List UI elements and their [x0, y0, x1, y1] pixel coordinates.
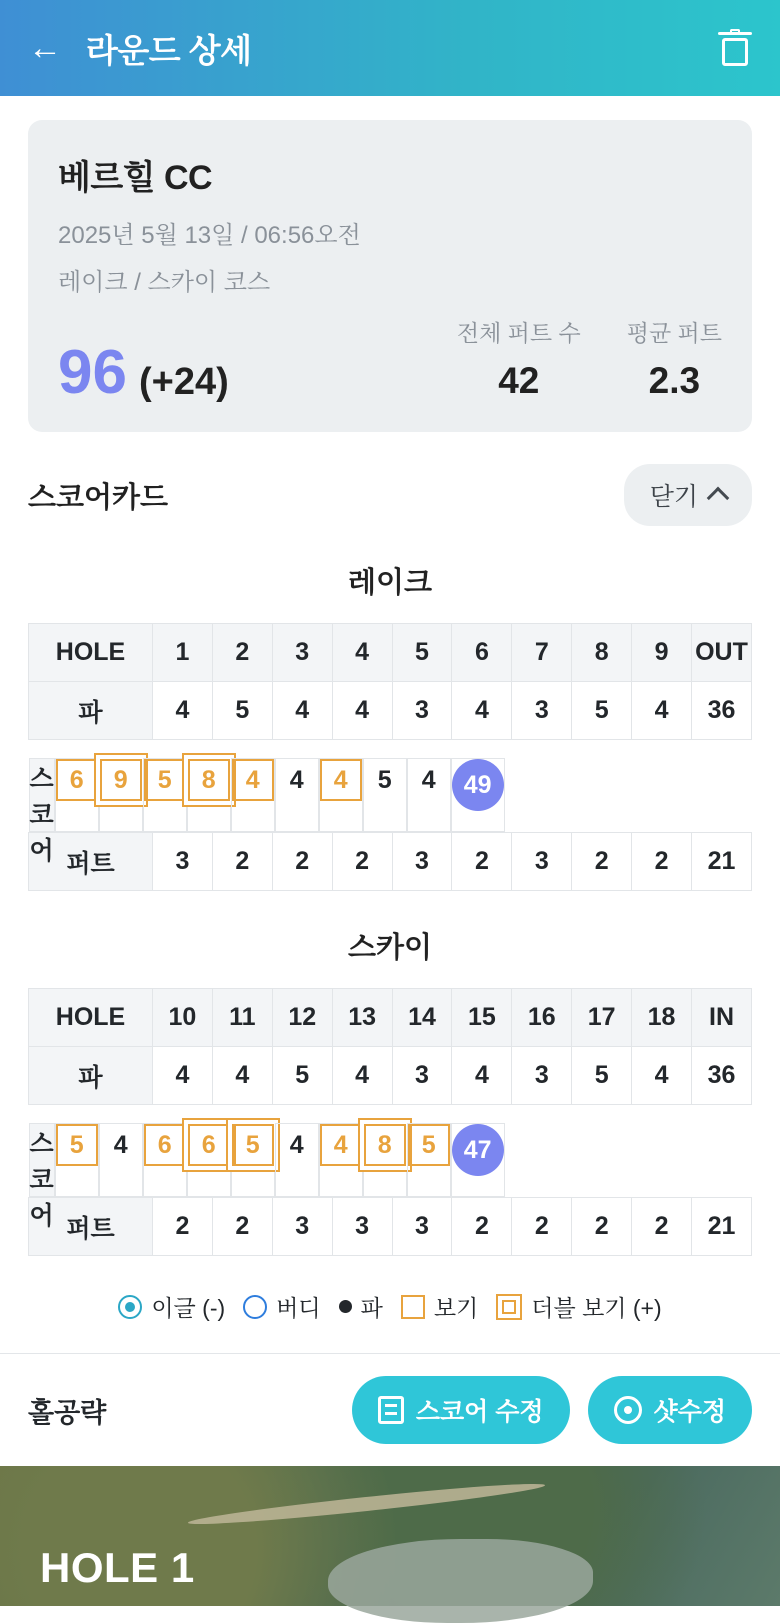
legend-label-double-bogey: 더블 보기 (+): [531, 1295, 662, 1321]
hole-cell: 4: [332, 624, 392, 682]
trash-icon[interactable]: [718, 29, 752, 67]
score-cell: [231, 758, 275, 832]
score-mark-bogey: 6: [56, 759, 98, 801]
putt-cell: 2: [153, 1198, 213, 1256]
table-row-par: [29, 1047, 752, 1105]
row-label-hole: HOLE: [29, 989, 153, 1047]
hole-cell: 10: [153, 989, 213, 1047]
stat-total-putts: [457, 315, 581, 402]
score-cell: [99, 1123, 143, 1197]
score-mark-bogey: 4: [320, 759, 362, 801]
hole-cell: 1: [153, 624, 213, 682]
legend-label-eagle: 이글 (-): [151, 1295, 226, 1321]
par-cell: 5: [572, 1047, 632, 1105]
putt-total: 21: [692, 1198, 752, 1256]
score-mark-par: 4: [289, 765, 304, 794]
back-nine-title: 스카이: [347, 932, 433, 964]
score-cell: [143, 758, 187, 832]
bogey-icon: [401, 1295, 425, 1319]
hole-cell: 14: [392, 989, 452, 1047]
table-row-putt: [29, 1198, 752, 1256]
par-cell: 4: [452, 1047, 512, 1105]
table-row-score: [29, 1123, 153, 1197]
par-cell: 4: [452, 682, 512, 740]
hole-cell: 2: [212, 624, 272, 682]
legend-item-double-bogey: [496, 1290, 661, 1323]
hole-aerial-image[interactable]: [0, 1466, 780, 1606]
scorecard-title: 스코어카드: [28, 481, 169, 514]
putt-cell: 2: [272, 833, 332, 891]
stat-total-putts-value: 42: [498, 360, 540, 401]
birdie-icon: [243, 1295, 267, 1319]
legend-item-par: [339, 1290, 383, 1323]
hole-cell: 8: [572, 624, 632, 682]
table-row-score: [29, 758, 153, 832]
putt-cell: 2: [572, 1198, 632, 1256]
score-cell: [363, 1123, 407, 1197]
legend-item-birdie: [243, 1290, 320, 1323]
collapse-button-label: 닫기: [649, 483, 698, 511]
par-cell: 3: [512, 682, 572, 740]
course-subtitle: 레이크 / 스카이 코스: [58, 269, 271, 296]
eagle-icon: [118, 1295, 142, 1319]
par-cell: 5: [272, 1047, 332, 1105]
front-nine-title: 레이크: [347, 567, 433, 599]
score-to-par: (+24): [138, 361, 229, 404]
putt-cell: 2: [452, 833, 512, 891]
legend-item-bogey: [401, 1290, 478, 1323]
hole-cell: 17: [572, 989, 632, 1047]
hole-cell: 13: [332, 989, 392, 1047]
arrow-left-icon[interactable]: ←: [28, 29, 62, 67]
target-icon: [614, 1396, 642, 1424]
hole-cell: 3: [272, 624, 332, 682]
score-total: [451, 758, 505, 832]
putt-stats: [457, 315, 722, 404]
table-row-hole: [29, 624, 752, 682]
score-mark-bogey: 5: [56, 1124, 98, 1166]
course-name: 베르힐 CC: [58, 159, 213, 197]
legend-label-bogey: 보기: [433, 1295, 479, 1321]
edit-score-label: 스코어 수정: [415, 1398, 544, 1426]
row-label-par: 파: [29, 682, 153, 740]
par-cell: 4: [332, 682, 392, 740]
par-cell: 5: [572, 682, 632, 740]
par-total: 36: [692, 682, 752, 740]
score-cell: [231, 1123, 275, 1197]
trash-lid: [718, 32, 752, 35]
legend-label-birdie: 버디: [276, 1295, 321, 1321]
row-label-hole: HOLE: [29, 624, 153, 682]
score-cell: [187, 758, 231, 832]
row-label-par: 파: [29, 1047, 153, 1105]
chevron-up-icon: [707, 487, 730, 510]
back-nine-table: [28, 988, 752, 1256]
hole-strategy-title: 홀공략: [28, 1397, 107, 1428]
par-cell: 4: [272, 682, 332, 740]
scorecard-section-header: [28, 464, 752, 526]
legend-label-par: 파: [360, 1295, 383, 1321]
score-cell: [275, 1123, 319, 1197]
hole-number-label: HOLE 1: [40, 1544, 195, 1591]
putt-cell: 2: [572, 833, 632, 891]
row-label-putt: 퍼트: [29, 833, 153, 891]
score-summary-row: [58, 315, 722, 407]
par-cell: 4: [632, 1047, 692, 1105]
score-mark-par: 4: [289, 1130, 304, 1159]
score-cell: [55, 758, 99, 832]
putt-cell: 2: [632, 1198, 692, 1256]
score-mark-double-bogey: 8: [188, 759, 230, 801]
score-cell: [363, 758, 407, 832]
score-legend: [0, 1290, 780, 1323]
putt-cell: 2: [212, 1198, 272, 1256]
round-summary-card: [28, 120, 752, 432]
row-label-score: 스코어: [29, 1123, 55, 1197]
par-cell: 4: [153, 1047, 213, 1105]
par-cell: 4: [212, 1047, 272, 1105]
score-mark-bogey: 4: [320, 1124, 362, 1166]
score-mark-double-bogey: 9: [100, 759, 142, 801]
score-cell: [187, 1123, 231, 1197]
score-total: [451, 1123, 505, 1197]
hole-cell: 15: [452, 989, 512, 1047]
page-title: 라운드 상세: [86, 31, 252, 69]
hole-total-label: IN: [692, 989, 752, 1047]
score-mark-par: 4: [421, 765, 436, 794]
par-total: 36: [692, 1047, 752, 1105]
score-total-badge: 47: [452, 1124, 504, 1176]
table-row-par: [29, 682, 752, 740]
putt-cell: 3: [153, 833, 213, 891]
hole-strategy-bar: [0, 1354, 780, 1466]
stat-avg-putts-label: 평균 퍼트: [626, 320, 722, 346]
hole-cell: 16: [512, 989, 572, 1047]
putt-total: 21: [692, 833, 752, 891]
hole-cell: 18: [632, 989, 692, 1047]
stat-avg-putts-value: 2.3: [648, 360, 701, 401]
edit-score-button[interactable]: [352, 1376, 570, 1444]
score-mark-par: 4: [113, 1130, 128, 1159]
total-score: 96: [58, 338, 127, 407]
score-cell: [407, 1123, 451, 1197]
hole-cell: 12: [272, 989, 332, 1047]
putt-cell: 2: [512, 1198, 572, 1256]
score-cell: [143, 1123, 187, 1197]
par-cell: 3: [512, 1047, 572, 1105]
par-cell: 4: [332, 1047, 392, 1105]
fairway-path: [187, 1478, 545, 1529]
score-total-badge: 49: [452, 759, 504, 811]
par-cell: 5: [212, 682, 272, 740]
score-mark-double-bogey: 6: [188, 1124, 230, 1166]
water-hazard: [328, 1539, 593, 1623]
putt-cell: 3: [512, 833, 572, 891]
score-mark-bogey: 5: [408, 1124, 450, 1166]
score-cell: [55, 1123, 99, 1197]
edit-shot-label: 샷수정: [653, 1398, 726, 1426]
putt-cell: 3: [392, 1198, 452, 1256]
putt-cell: 2: [452, 1198, 512, 1256]
legend-item-eagle: [118, 1290, 225, 1323]
clipboard-icon: [378, 1396, 404, 1424]
putt-cell: 2: [632, 833, 692, 891]
score-mark-double-bogey: 5: [232, 1124, 274, 1166]
putt-cell: 2: [212, 833, 272, 891]
score-cell: [407, 758, 451, 832]
par-cell: 3: [392, 1047, 452, 1105]
table-row-putt: [29, 833, 752, 891]
hole-cell: 6: [452, 624, 512, 682]
hole-cell: 11: [212, 989, 272, 1047]
par-cell: 3: [392, 682, 452, 740]
putt-cell: 2: [332, 833, 392, 891]
score-mark-double-bogey: 8: [364, 1124, 406, 1166]
trash-body: [722, 38, 748, 66]
row-label-putt: 퍼트: [29, 1198, 153, 1256]
hole-cell: 5: [392, 624, 452, 682]
score-mark-bogey: 5: [144, 759, 186, 801]
par-cell: 4: [632, 682, 692, 740]
table-row-hole: [29, 989, 752, 1047]
score-mark-bogey: 6: [144, 1124, 186, 1166]
score-cell: [275, 758, 319, 832]
hole-total-label: OUT: [692, 624, 752, 682]
hole-cell: 7: [512, 624, 572, 682]
collapse-scorecard-button[interactable]: [624, 464, 752, 526]
action-buttons: [352, 1376, 752, 1444]
score-mark-bogey: 4: [232, 759, 274, 801]
row-label-score: 스코어: [29, 758, 55, 832]
round-date: 2025년 5월 13일 / 06:56오전: [58, 222, 361, 249]
putt-cell: 3: [272, 1198, 332, 1256]
stat-avg-putts: [627, 315, 722, 402]
score-mark-par: 5: [377, 765, 392, 794]
score-cell: [319, 1123, 363, 1197]
app-header: [0, 0, 780, 96]
par-icon: [339, 1300, 352, 1313]
score-cell: [319, 758, 363, 832]
hole-cell: 9: [632, 624, 692, 682]
putt-cell: 3: [332, 1198, 392, 1256]
par-cell: 4: [153, 682, 213, 740]
stat-total-putts-label: 전체 퍼트 수: [456, 320, 581, 346]
score-cell: [99, 758, 143, 832]
edit-shot-button[interactable]: [588, 1376, 752, 1444]
putt-cell: 3: [392, 833, 452, 891]
double-bogey-icon: [496, 1294, 522, 1320]
front-nine-table: [28, 623, 752, 891]
